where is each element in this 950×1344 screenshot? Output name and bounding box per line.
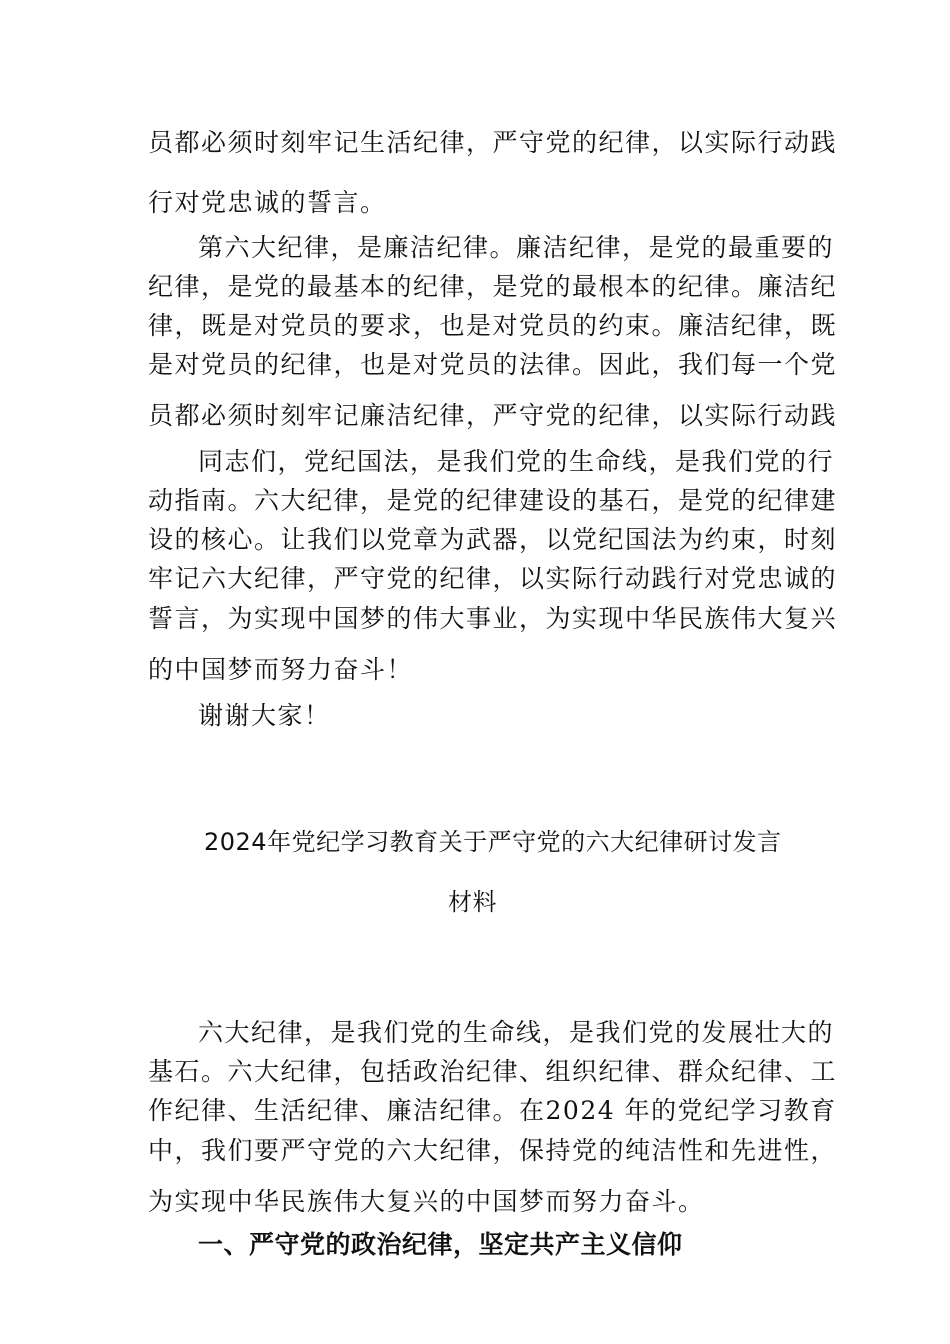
body-line: 纪律，是党的最基本的纪律，是党的最根本的纪律。廉洁纪 (148, 272, 838, 301)
body-line: 的中国梦而努力奋斗！ (148, 655, 414, 684)
body-line: 设的核心。让我们以党章为武器，以党纪国法为约束，时刻 (148, 525, 838, 554)
body-line: 律，既是对党员的要求，也是对党员的约束。廉洁纪律，既 (148, 311, 838, 340)
document-title: 2024年党纪学习教育关于严守党的六大纪律研讨发言 (204, 828, 782, 856)
body-line: 为实现中华民族伟大复兴的中国梦而努力奋斗。 (148, 1187, 705, 1216)
body-line: 同志们，党纪国法，是我们党的生命线，是我们党的行 (198, 447, 835, 476)
document-title-continued: 材料 (448, 888, 497, 916)
body-line: 员都必须时刻牢记生活纪律，严守党的纪律，以实际行动践 (148, 128, 838, 157)
body-line: 第六大纪律，是廉洁纪律。廉洁纪律，是党的最重要的 (198, 233, 835, 262)
body-line: 是对党员的纪律，也是对党员的法律。因此，我们每一个党 (148, 350, 838, 379)
closing-thanks: 谢谢大家！ (198, 701, 331, 730)
body-line: 员都必须时刻牢记廉洁纪律，严守党的纪律，以实际行动践 (148, 401, 838, 430)
body-line: 动指南。六大纪律，是党的纪律建设的基石，是党的纪律建 (148, 486, 838, 515)
body-line: 中，我们要严守党的六大纪律，保持党的纯洁性和先进性， (148, 1136, 838, 1165)
body-line: 六大纪律，是我们党的生命线，是我们党的发展壮大的 (198, 1018, 835, 1047)
body-line: 誓言，为实现中国梦的伟大事业，为实现中华民族伟大复兴 (148, 604, 838, 633)
body-line: 作纪律、生活纪律、廉洁纪律。在2024 年的党纪学习教育 (148, 1096, 837, 1125)
body-line: 牢记六大纪律，严守党的纪律，以实际行动践行对党忠诚的 (148, 564, 838, 593)
body-line: 基石。六大纪律，包括政治纪律、组织纪律、群众纪律、工 (148, 1057, 838, 1086)
body-line: 行对党忠诚的誓言。 (148, 188, 387, 217)
section-heading: 一、严守党的政治纪律，坚定共产主义信仰 (198, 1230, 683, 1259)
